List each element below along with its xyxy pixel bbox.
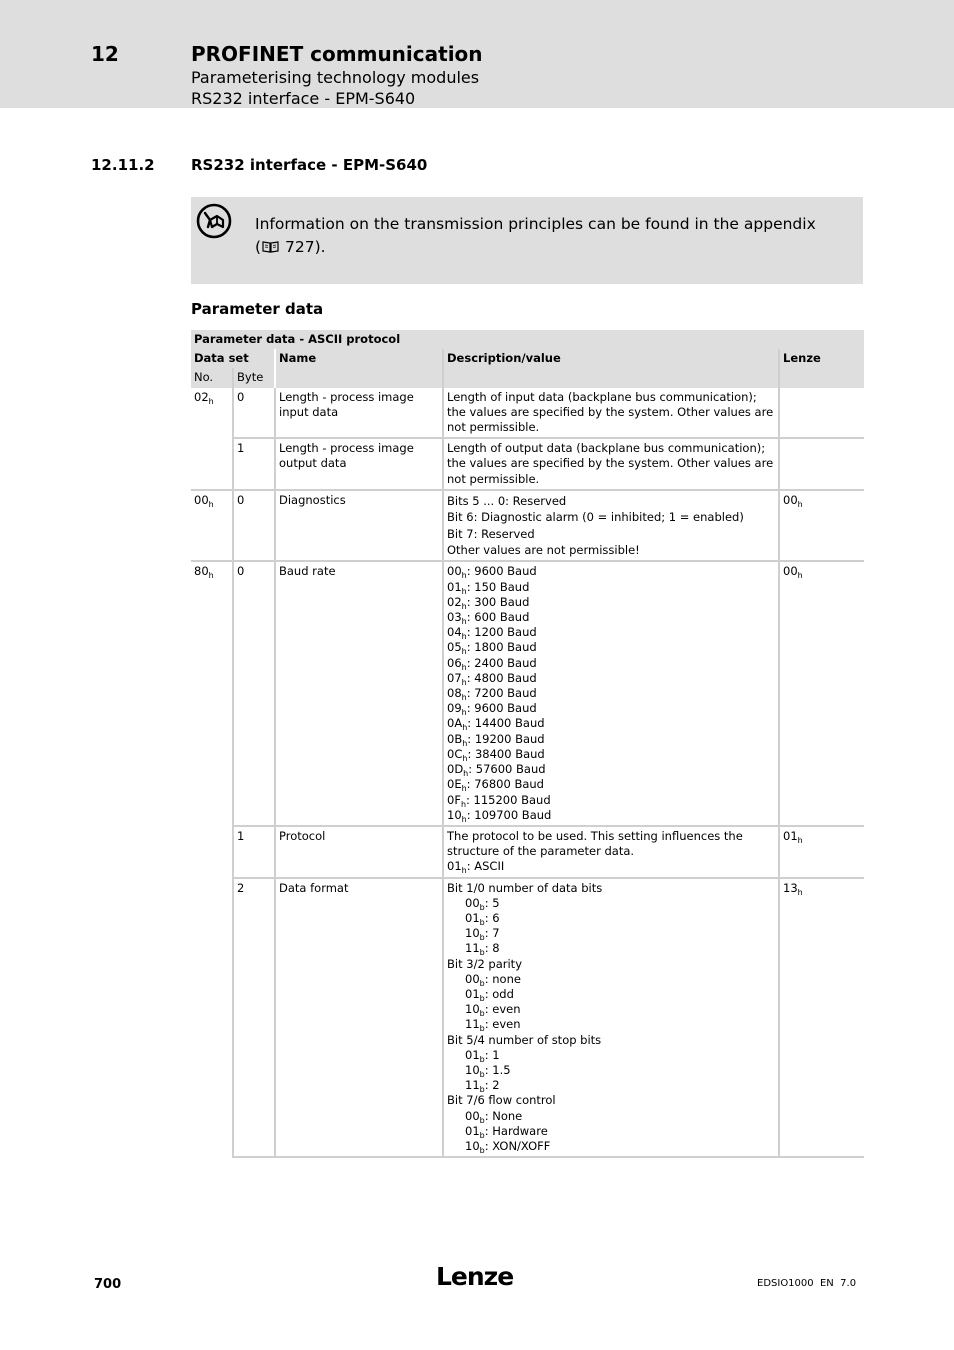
table-row [191,878,864,1158]
baud-item: $02_h$: 300 Baud [447,594,530,611]
format-item: $11_b$: even [465,1017,521,1034]
table-row [191,826,864,878]
name-cell: Data format [275,878,443,1158]
baud-item: $03_h$: 600 Baud [447,610,530,627]
col-header-no: No. [191,368,233,387]
table-row [191,388,864,439]
note-ref-page: 727). [280,238,326,256]
lenze-cell [779,388,864,439]
format-head: Bit 5/4 number of stop bits [447,1032,602,1047]
name-cell: Protocol [275,826,443,878]
lenze-cell: $00_h$ [779,561,864,825]
col-header-byte: Byte [233,368,275,387]
note-sentence: Information on the transmission principles can be found in the appendix [255,215,816,233]
baud-item: $0E_h$: 76800 Baud [447,777,544,794]
byte-cell: 0 [233,561,275,825]
manual-reference-icon [196,203,232,239]
format-item: $10_b$: even [465,1002,521,1019]
format-item: $10_b$: 7 [465,926,500,943]
book-icon [262,240,279,253]
format-item: $11_b$: 8 [465,941,500,958]
name-cell: Baud rate [275,561,443,825]
page-number: 700 [94,1277,122,1292]
format-head: Bit 1/0 number of data bits [447,880,603,895]
baud-list [447,564,775,822]
data-set-number: $02_h$ [191,388,233,490]
table-row [191,561,864,825]
format-item: $00_b$: none [465,971,521,988]
col-header-name: Name [275,349,443,387]
baud-item: $04_h$: 1200 Baud [447,625,537,642]
section-title: RS232 interface - EPM-S640 [191,156,428,174]
baud-item: $05_h$: 1800 Baud [447,640,537,657]
baud-item: $09_h$: 9600 Baud [447,701,537,718]
baud-item: $08_h$: 7200 Baud [447,686,537,703]
chapter-number: 12 [91,42,119,66]
baud-item: $01_h$: 150 Baud [447,579,530,596]
baud-item: $00_h$: 9600 Baud [447,564,537,581]
baud-item: $06_h$: 2400 Baud [447,655,537,672]
table-row [191,438,864,490]
lenze-cell [779,438,864,490]
note-ref-open: ( [255,238,262,256]
format-item: $01_b$: Hardware [465,1123,548,1140]
format-item: $01_b$: 6 [465,910,500,927]
format-item: $10_b$: XON/XOFF [465,1138,551,1155]
description-cell: Bits 5 ... 0: Reserved Bit 6: Diagnostic alarm (0 = inhibited; 1 = enabled) Bit 7: Reserved Other values are not permissible! [443,490,779,562]
baud-item: $0C_h$: 38400 Baud [447,746,545,763]
table-row [191,490,864,562]
format-item: $01_b$: 1 [465,1047,500,1064]
byte-cell: 1 [233,826,275,878]
chapter-header-band [0,0,954,108]
lenze-logo: Lenze [436,1262,514,1291]
byte-cell: 2 [233,878,275,1158]
lenze-cell: $00_h$ [779,490,864,562]
format-head: Bit 7/6 flow control [447,1093,556,1108]
format-item: $10_b$: 1.5 [465,1062,511,1079]
chapter-title: PROFINET communication [191,42,483,66]
lenze-cell: $01_h$ [779,826,864,878]
parameter-data-table [191,330,864,1158]
baud-item: $0A_h$: 14400 Baud [447,716,545,733]
data-set-number: $80_h$ [191,561,233,1157]
baud-item: $10_h$: 109700 Baud [447,807,552,824]
data-set-number: $00_h$ [191,490,233,562]
format-item: $01_b$: odd [465,986,514,1003]
info-note-box [191,197,863,284]
lenze-cell: $13_h$ [779,878,864,1158]
baud-item: $0F_h$: 115200 Baud [447,792,551,809]
chapter-subtitle-2: RS232 interface - EPM-S640 [191,89,416,108]
name-cell: Length - process image input data [275,388,443,439]
baud-item: $07_h$: 4800 Baud [447,670,537,687]
format-item: $11_b$: 2 [465,1078,500,1095]
description-cell [443,561,779,825]
table-caption: Parameter data - ASCII protocol [191,330,864,349]
format-item: $00_b$: 5 [465,895,500,912]
description-cell: Length of input data (backplane bus communication); the values are specified by the system. Other values are not permissible. [443,388,779,439]
name-cell: Diagnostics [275,490,443,562]
info-note-text [255,213,845,259]
description-cell: Length of output data (backplane bus communication); the values are specified by the system. Other values are not permissible. [443,438,779,490]
byte-cell: 1 [233,438,275,490]
byte-cell: 0 [233,388,275,439]
byte-cell: 0 [233,490,275,562]
format-head: Bit 3/2 parity [447,956,522,971]
parameter-data-heading: Parameter data [191,300,324,318]
format-item: $00_b$: None [465,1108,523,1125]
col-header-lenze: Lenze [779,349,864,387]
baud-item: $0D_h$: 57600 Baud [447,762,546,779]
document-id: EDSIO1000 EN 7.0 [757,1278,857,1289]
section-number: 12.11.2 [91,156,155,174]
description-cell: The protocol to be used. This setting influences the structure of the parameter data. $01_h$: ASCII [443,826,779,878]
chapter-subtitle-1: Parameterising technology modules [191,68,480,87]
col-header-description: Description/value [443,349,779,387]
col-header-data-set: Data set [191,349,275,368]
description-cell [443,878,779,1158]
name-cell: Length - process image output data [275,438,443,490]
baud-item: $0B_h$: 19200 Baud [447,731,545,748]
